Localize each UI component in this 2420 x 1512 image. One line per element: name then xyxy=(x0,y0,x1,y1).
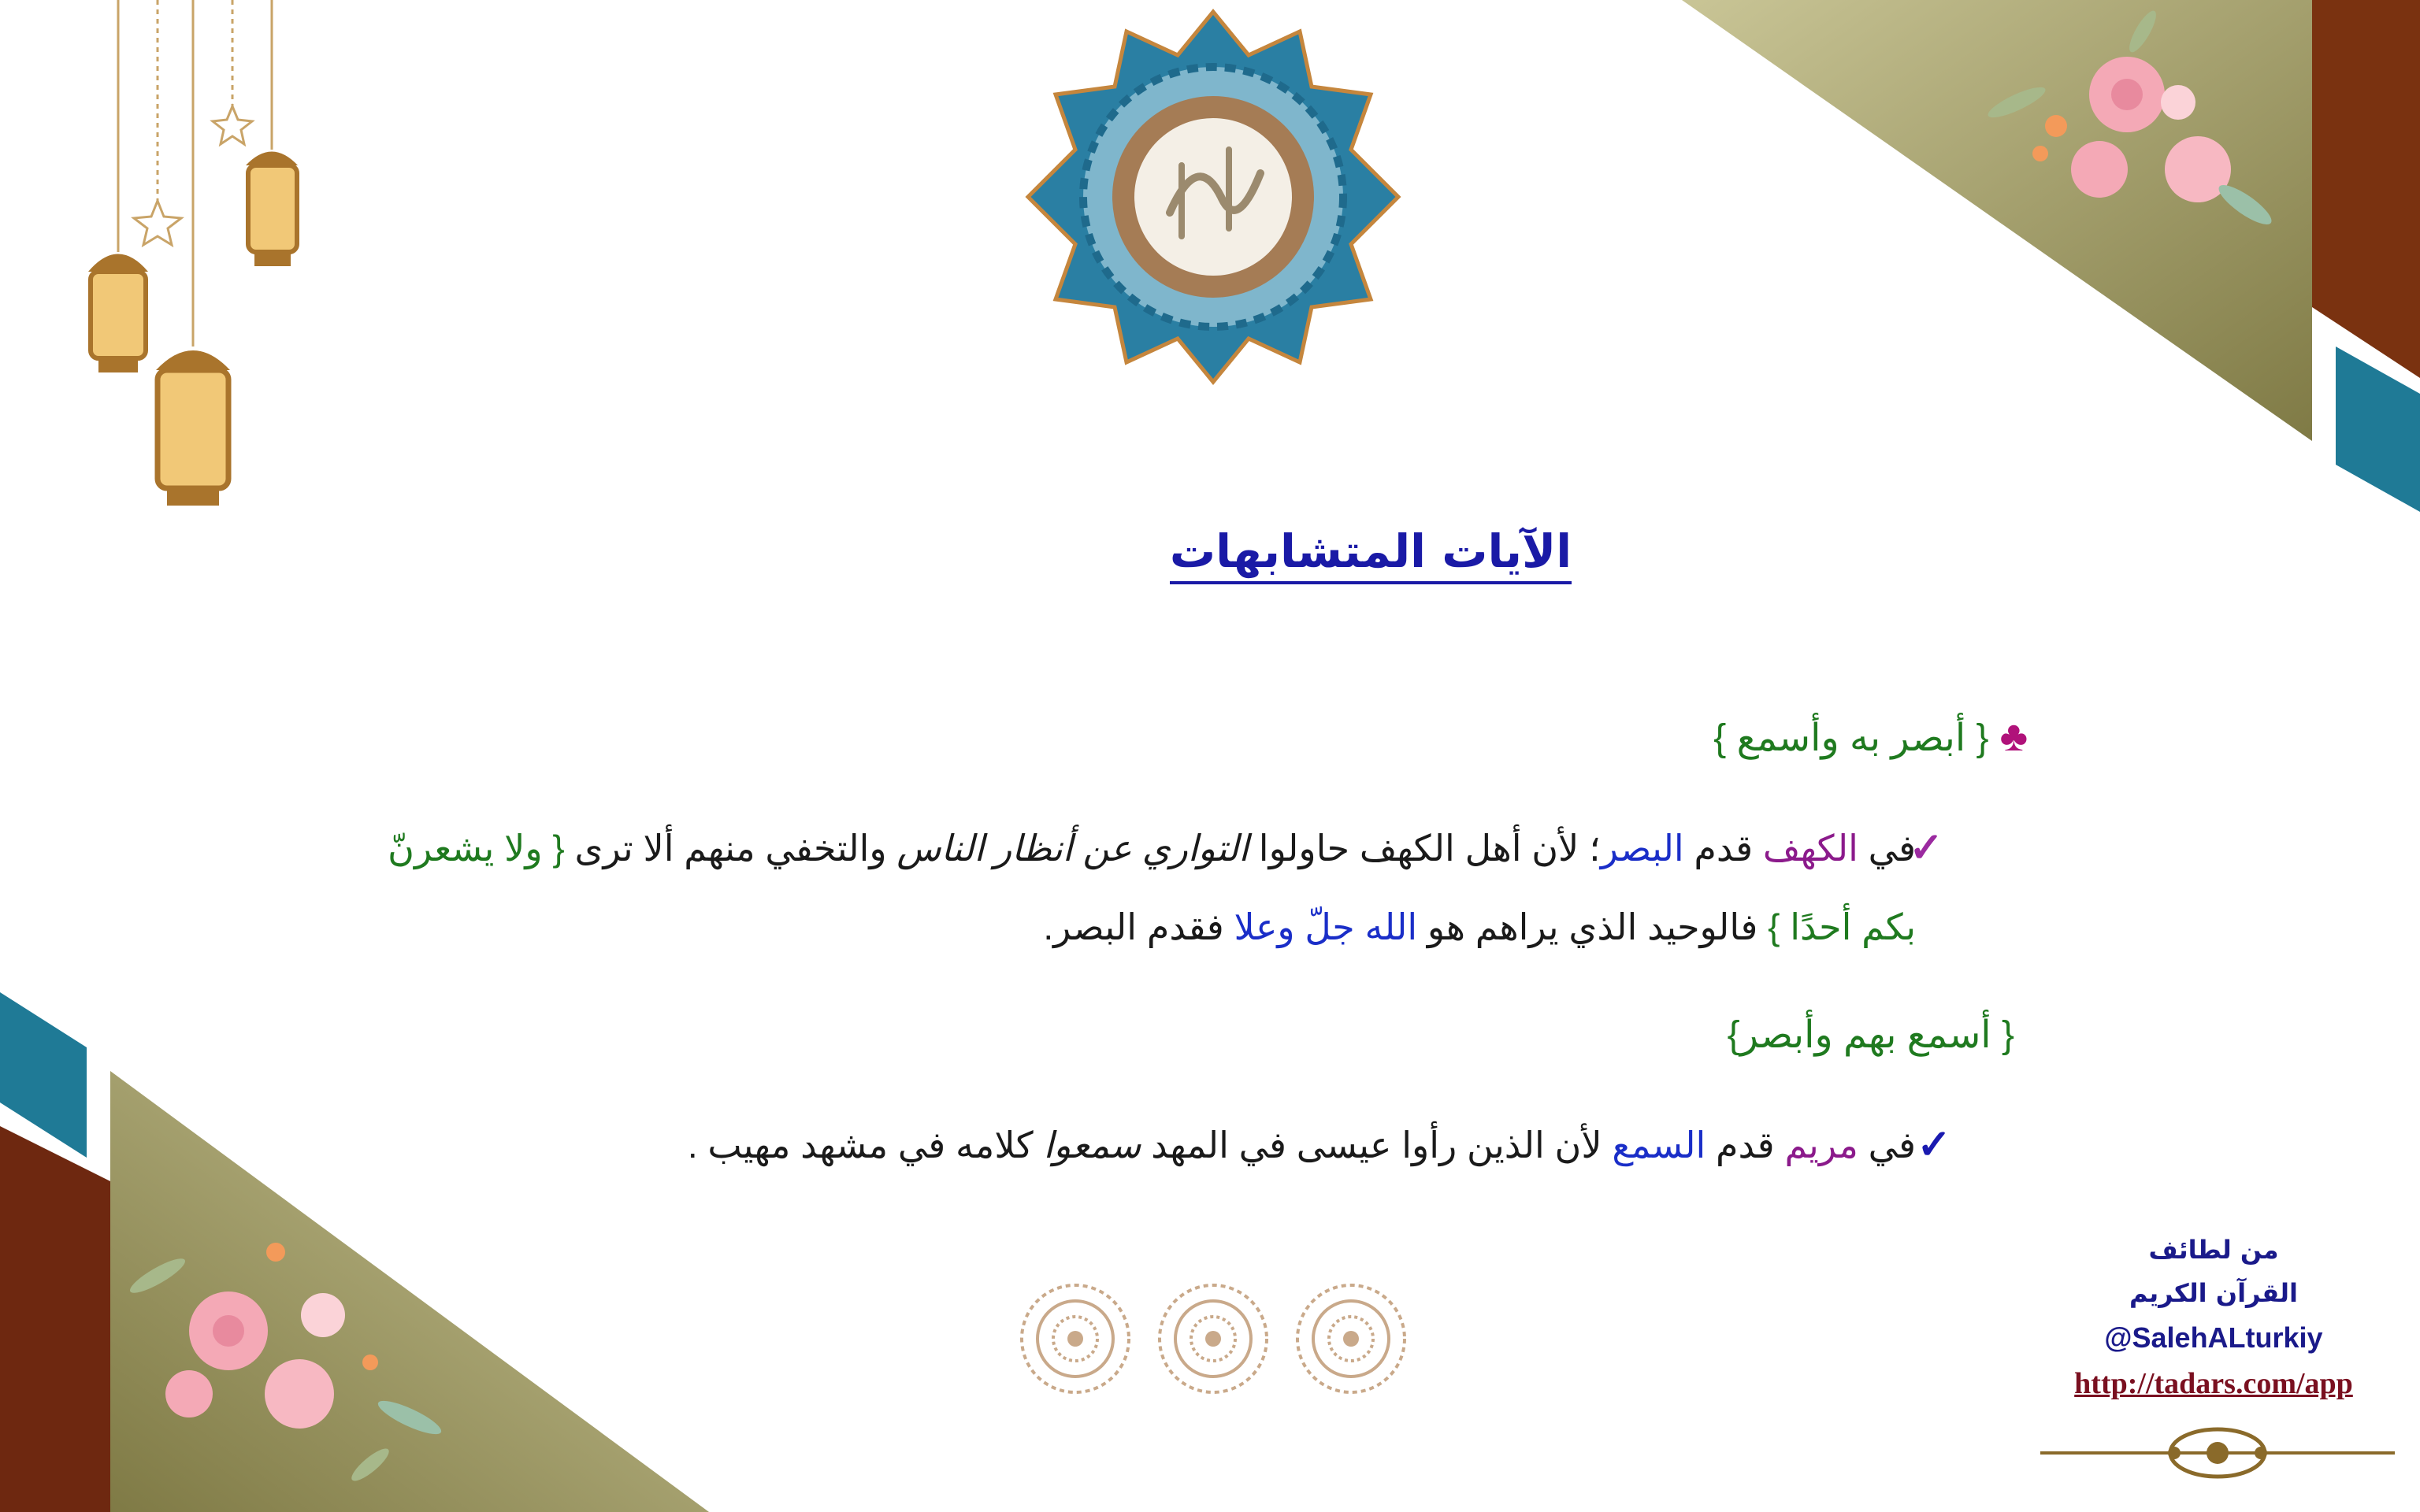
text-rest1: لأن الذين رأوا عيسى في المهد xyxy=(1141,1125,1613,1166)
ornamental-divider xyxy=(2040,1429,2395,1477)
hanging-lanterns xyxy=(88,0,298,506)
brown-band-top-right xyxy=(2312,0,2420,378)
text-reason: ؛ لأن أهل الكهف حاولوا xyxy=(1249,828,1601,869)
text-rest2: فالوحيد الذي يراهم هو xyxy=(1417,906,1769,947)
text-rest2: كلامه في مشهد مهيب . xyxy=(687,1125,1044,1166)
mandala-ornament-row xyxy=(1022,1285,1405,1392)
check-mark-icon: ✓ xyxy=(1917,1122,1951,1168)
text-qaddama: قدم xyxy=(1683,828,1763,869)
brown-band-bottom-left xyxy=(0,1126,110,1512)
section1-verse: { أبصر به وأسمع } xyxy=(1713,717,1989,759)
credit-line2: القرآن الكريم xyxy=(2129,1278,2298,1308)
teal-band-top-right xyxy=(2336,346,2420,512)
quran-calligraphy-rosette-icon xyxy=(1028,12,1398,382)
club-suit-icon: ♣ xyxy=(1999,713,2028,760)
text-fi: في xyxy=(1858,1125,1916,1166)
text-allah: الله جلّ وعلا xyxy=(1234,906,1418,947)
star-decoration xyxy=(134,201,181,245)
page-title xyxy=(1024,516,1717,587)
text-end: فقدم البصر. xyxy=(1043,906,1234,947)
text-qaddama: قدم xyxy=(1706,1125,1785,1166)
section1-paragraph xyxy=(348,809,1916,966)
page-title-text: الآيات المتشابهات xyxy=(1170,524,1572,584)
text-maryam: مريم xyxy=(1784,1125,1858,1166)
text-fi: في xyxy=(1858,828,1916,869)
text-samiu: سمعوا xyxy=(1043,1125,1141,1166)
section2-paragraph xyxy=(348,1106,1916,1184)
credit-line1: من لطائف xyxy=(2148,1235,2279,1265)
section2-verse: { أسمع بهم وأبصر} xyxy=(1727,1014,2014,1056)
section2-heading xyxy=(1728,1008,2014,1063)
credit-url-link[interactable]: http://tadars.com/app xyxy=(2074,1367,2353,1400)
star-decoration xyxy=(213,106,252,144)
credit-handle[interactable]: @SalehALturkiy xyxy=(2104,1321,2323,1354)
text-kahf: الكهف xyxy=(1762,828,1858,869)
text-sam: السمع xyxy=(1612,1125,1706,1166)
text-basar: البصر xyxy=(1600,828,1684,869)
check-mark-icon: ✓ xyxy=(1909,825,1943,871)
text-rest1: والتخفي منهم ألا ترى xyxy=(564,828,897,869)
olive-triangle-top-right xyxy=(1682,0,2312,441)
text-tawari: التواري عن أنظار الناس xyxy=(896,828,1249,869)
section1-heading xyxy=(1713,709,2028,766)
text-verse-quote: { ولا يشعرنّ بكم أحدًا } xyxy=(388,828,1916,947)
